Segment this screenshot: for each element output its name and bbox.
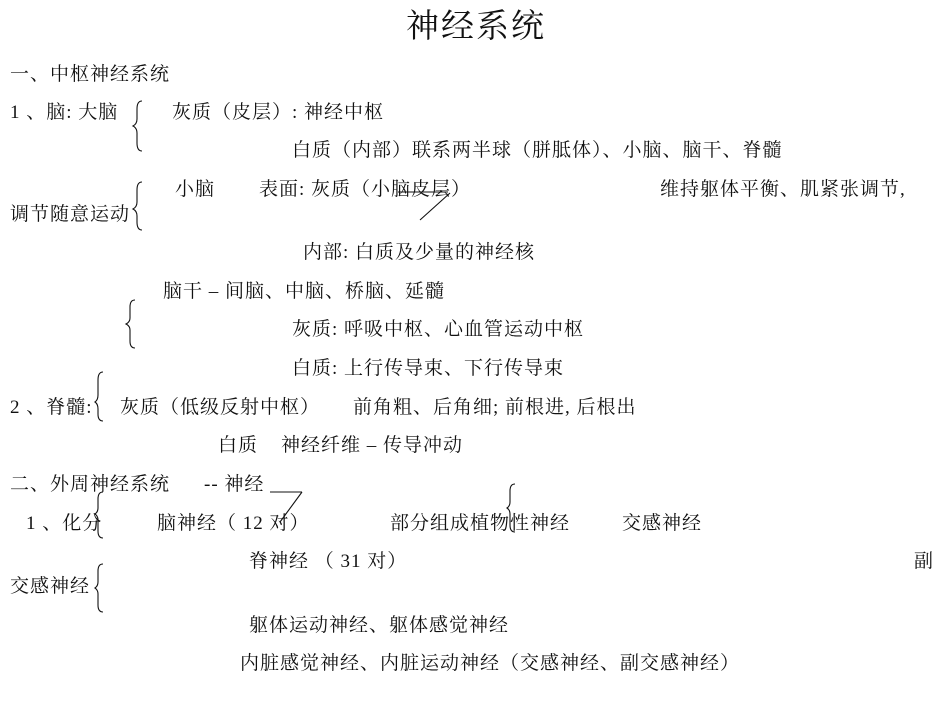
somatic-nerves: 躯体运动神经、躯体感觉神经 — [249, 615, 510, 636]
peripheral-nerves: -- 神经 — [204, 474, 265, 495]
cranial-nerves: 脑神经（ 12 对） — [157, 513, 310, 534]
heading-central-nervous-system: 一、中枢神经系统 — [10, 64, 171, 85]
cerebellum-label: 小脑 — [175, 179, 216, 200]
cerebrum-white-matter: 白质（内部）联系两半球（胼胝体）、小脑、脑干、脊髓 — [292, 140, 783, 161]
parasympathetic-nerves: 交感神经 — [10, 576, 91, 597]
cerebrum-gray-matter: 灰质（皮层）: 神经中枢 — [172, 102, 385, 123]
item-brain-cerebrum: 1 、脑: 大脑 — [10, 102, 119, 123]
brainstem-gray-matter: 灰质: 呼吸中枢、心血管运动中枢 — [292, 319, 585, 340]
brainstem-white-matter: 白质: 上行传导束、下行传导束 — [292, 358, 565, 379]
item-spinal-cord: 2 、脊髓: — [10, 397, 93, 418]
brace-cerebellum — [133, 182, 142, 230]
brainstem-label: 脑干 – 间脑、中脑、桥脑、延髓 — [163, 281, 446, 302]
spinal-nerve-fibers: 神经纤维 – 传导冲动 — [281, 435, 464, 456]
cerebellum-interior: 内部: 白质及少量的神经核 — [303, 242, 536, 263]
brace-parasympathetic — [95, 564, 103, 612]
visceral-nerves: 内脏感觉神经、内脏运动神经（交感神经、副交感神经） — [240, 653, 741, 674]
spinal-nerves: 脊神经 （ 31 对） — [249, 551, 408, 572]
cerebellum-function: 维持躯体平衡、肌紧张调节, — [660, 179, 906, 200]
brace-brainstem — [126, 300, 135, 348]
spinal-gray-matter: 灰质（低级反射中枢） — [120, 397, 321, 418]
spinal-horn-roots: 前角粗、后角细; 前根进, 后根出 — [353, 397, 637, 418]
page-title: 神经系统 — [406, 9, 546, 45]
para-prefix: 副 — [914, 551, 935, 572]
cerebellum-function-continued: 调节随意运动 — [10, 204, 131, 225]
brace-spinal-cord — [95, 372, 103, 421]
cerebellum-surface: 表面: 灰质（小脑皮层） — [259, 179, 472, 200]
sympathetic-nerves: 交感神经 — [622, 513, 703, 534]
spinal-white-matter: 白质 — [218, 435, 259, 456]
heading-peripheral-nervous-system: 二、外周神经系统 — [10, 474, 171, 495]
brace-cerebrum — [133, 101, 142, 151]
item-division: 1 、化分 — [26, 513, 103, 534]
autonomic-nerves-part: 部分组成植物性神经 — [390, 513, 571, 534]
